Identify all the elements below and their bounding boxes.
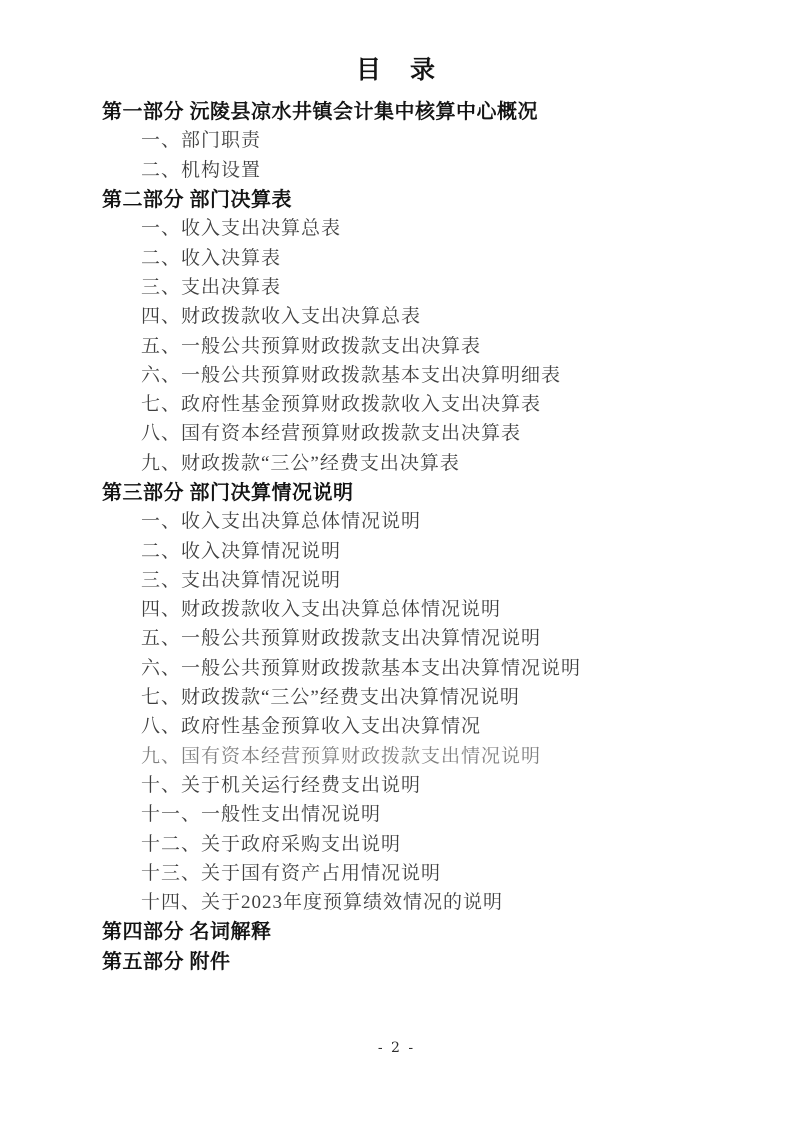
toc-item: 七、政府性基金预算财政拨款收入支出决算表 bbox=[141, 394, 542, 416]
toc-item: 二、收入决算情况说明 bbox=[141, 540, 342, 562]
page-number: - 2 - bbox=[377, 1040, 416, 1056]
table-of-contents bbox=[102, 95, 763, 974]
toc-heading-part-1: 第一部分 沅陵县凉水井镇会计集中核算中心概况 bbox=[102, 101, 538, 124]
toc-item: 五、一般公共预算财政拨款支出决算情况说明 bbox=[141, 628, 542, 650]
toc-item: 十四、关于2023年度预算绩效情况的说明 bbox=[141, 892, 504, 914]
toc-item: 十三、关于国有资产占用情况说明 bbox=[141, 862, 442, 884]
toc-heading-part-3: 第三部分 部门决算情况说明 bbox=[102, 482, 354, 504]
toc-item: 六、一般公共预算财政拨款基本支出决算情况说明 bbox=[141, 657, 582, 679]
toc-item: 四、财政拨款收入支出决算总表 bbox=[141, 306, 422, 328]
toc-heading-part-2: 第二部分 部门决算表 bbox=[102, 189, 292, 212]
toc-item: 二、机构设置 bbox=[141, 159, 262, 181]
toc-item: 九、国有资本经营预算财政拨款支出情况说明 bbox=[141, 745, 542, 767]
toc-item: 一、部门职责 bbox=[141, 130, 262, 152]
toc-item: 四、财政拨款收入支出决算总体情况说明 bbox=[141, 599, 502, 621]
toc-item: 九、财政拨款“三公”经费支出决算表 bbox=[141, 452, 460, 474]
toc-item: 七、财政拨款“三公”经费支出决算情况说明 bbox=[141, 687, 520, 709]
toc-heading-part-5: 第五部分 附件 bbox=[102, 950, 231, 973]
toc-item: 三、支出决算表 bbox=[141, 276, 282, 298]
toc-item: 八、国有资本经营预算财政拨款支出决算表 bbox=[141, 423, 522, 445]
toc-heading-part-4: 第四部分 名词解释 bbox=[102, 921, 272, 944]
toc-item: 十二、关于政府采购支出说明 bbox=[141, 833, 402, 855]
toc-item: 三、支出决算情况说明 bbox=[141, 569, 342, 591]
toc-item: 八、政府性基金预算收入支出决算情况 bbox=[141, 716, 482, 738]
page-title: 目 录 bbox=[355, 57, 437, 84]
toc-item: 十、关于机关运行经费支出说明 bbox=[141, 774, 422, 796]
toc-item: 六、一般公共预算财政拨款基本支出决算明细表 bbox=[141, 364, 562, 386]
toc-item: 二、收入决算表 bbox=[141, 247, 282, 269]
toc-item: 十一、一般性支出情况说明 bbox=[141, 804, 382, 826]
toc-item: 一、收入支出决算总体情况说明 bbox=[141, 511, 422, 533]
toc-item: 五、一般公共预算财政拨款支出决算表 bbox=[141, 335, 482, 357]
toc-item: 一、收入支出决算总表 bbox=[141, 218, 342, 240]
